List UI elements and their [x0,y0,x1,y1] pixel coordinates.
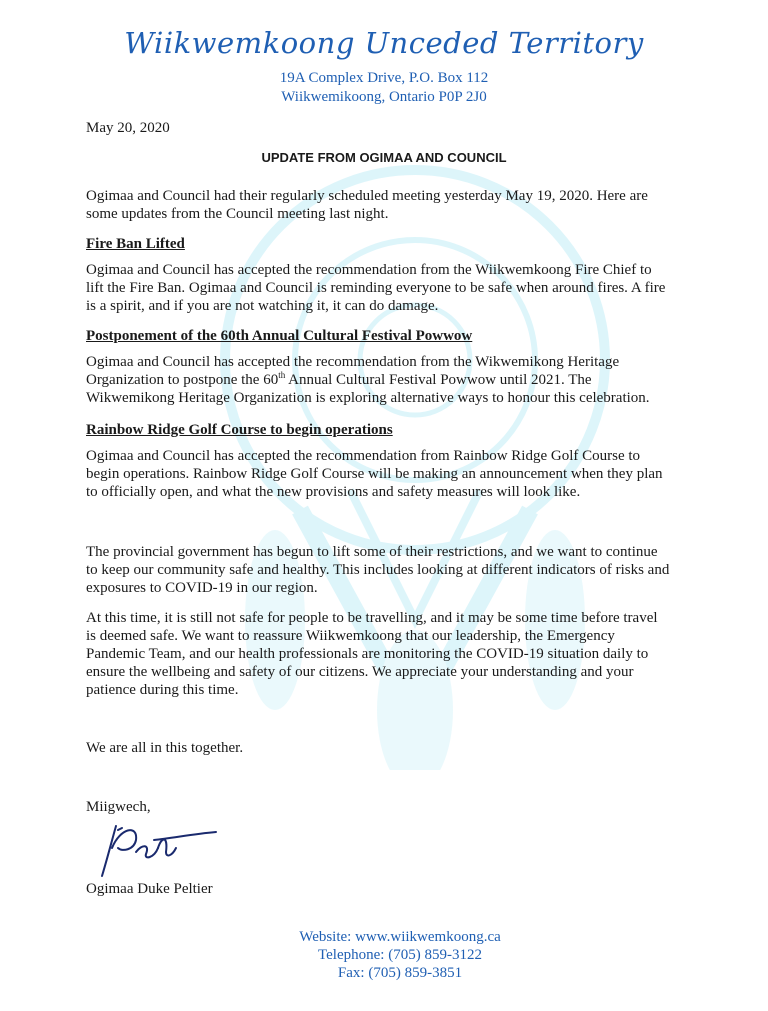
paragraph-line: to keep our community safe and healthy. This includes looking at different indicators of risks and [86,562,670,578]
section-title-fire-ban: Fire Ban Lifted [86,236,185,252]
section-line-part: Annual Cultural Festival Powwow until 2021. The [285,372,592,388]
letterhead-address-line-1: 19A Complex Drive, P.O. Box 112 [279,70,489,86]
paragraph-line: is deemed safe. We want to reassure Wiikwemkoong that our leadership, the Emergency [86,628,615,644]
section-body-fire-ban [86,261,686,315]
section-title-powwow: Postponement of the 60th Annual Cultural Festival Powwow [86,328,473,344]
section-title-golf-course: Rainbow Ridge Golf Course to begin operations [86,422,393,438]
footer-telephone: Telephone: (705) 859-3122 [318,947,482,963]
section-line: Ogimaa and Council has accepted the recommendation from the Wiikwemkoong Fire Chief to [86,262,652,278]
section-body-golf-course [86,447,686,501]
footer-fax: Fax: (705) 859-3851 [337,965,463,981]
letter-heading: UPDATE FROM OGIMAA AND COUNCIL [261,150,507,165]
closing-line: Miigwech, [86,799,151,815]
ordinal-suffix: th [278,370,286,380]
section-line [86,371,686,389]
paragraph-line: patience during this time. [86,682,239,698]
section-line: to officially open, and what the new provisions and safety measures will look like. [86,484,581,500]
letterhead-title: Wiikwemkoong Unceded Territory [124,26,644,60]
intro-paragraph [86,187,686,223]
section-line-part: Organization to postpone the 60 [86,372,279,388]
handwritten-signature-icon [98,818,218,880]
section-line: Ogimaa and Council has accepted the recommendation from Rainbow Ridge Golf Course to [86,448,641,464]
letter-date: May 20, 2020 [86,120,170,136]
paragraph-line: At this time, it is still not safe for people to be travelling, and it may be some time before travel [86,610,658,626]
section-line: lift the Fire Ban. Ogimaa and Council is reminding everyone to be safe when around fires. A fire [86,280,666,296]
provincial-paragraph [86,543,686,597]
letterhead-address-line-2: Wiikwemikoong, Ontario P0P 2J0 [281,89,487,105]
paragraph-line: exposures to COVID-19 in our region. [86,580,318,596]
intro-line: Ogimaa and Council had their regularly scheduled meeting yesterday May 19, 2020. Here are [86,188,648,204]
intro-line: some updates from the Council meeting last night. [86,206,389,222]
paragraph-line: The provincial government has begun to lift some of their restrictions, and we want to continue [86,544,658,560]
travel-paragraph [86,609,686,699]
paragraph-line: ensure the wellbeing and safety of our citizens. We appreciate your understanding and your [86,664,634,680]
section-line: Wikwemikong Heritage Organization is exploring alternative ways to honour this celebration. [86,390,650,406]
together-line: We are all in this together. [86,740,244,756]
section-line: Ogimaa and Council has accepted the recommendation from the Wikwemikong Heritage [86,354,620,370]
paragraph-line: Pandemic Team, and our health professionals are monitoring the COVID-19 situation daily to [86,646,649,662]
signer-name: Ogimaa Duke Peltier [86,881,213,897]
section-body-powwow [86,353,686,407]
section-line: begin operations. Rainbow Ridge Golf Course will be making an announcement when they plan [86,466,663,482]
footer-website: Website: www.wiikwemkoong.ca [299,929,501,945]
section-line: is a spirit, and if you are not watching it, it can do damage. [86,298,439,314]
